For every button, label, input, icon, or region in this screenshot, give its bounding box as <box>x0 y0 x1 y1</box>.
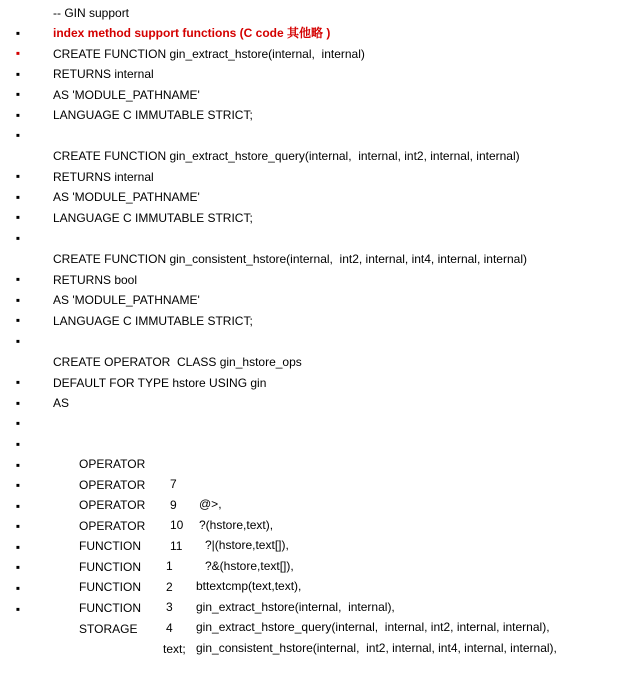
row-definition: @>, <box>199 497 222 511</box>
row-kind: OPERATOR <box>79 478 146 492</box>
bullet-icon: ▪ <box>15 210 21 224</box>
code-line: DEFAULT FOR TYPE hstore USING gin <box>53 376 267 390</box>
row-number: 1 <box>166 559 173 573</box>
bullet-icon: ▪ <box>15 190 21 204</box>
row-definition: gin_extract_hstore_query(internal, internal, int2, internal, internal), <box>196 620 550 634</box>
bullet-icon: ▪ <box>15 231 21 245</box>
row-number: 4 <box>166 621 173 635</box>
row-definition: ?&(hstore,text[]), <box>205 559 294 573</box>
text-line <box>0 311 621 348</box>
row-kind: STORAGE <box>79 622 138 636</box>
row-number: 10 <box>170 518 184 532</box>
code-line: AS <box>53 396 70 410</box>
code-line: CREATE OPERATOR CLASS gin_hstore_ops <box>53 355 302 369</box>
code-line: AS 'MODULE_PATHNAME' <box>53 190 200 204</box>
code-line: CREATE FUNCTION gin_extract_hstore(internal, internal) <box>53 47 365 61</box>
row-number: 3 <box>166 600 173 614</box>
row-kind: FUNCTION <box>79 560 141 574</box>
row-definition: bttextcmp(text,text), <box>196 579 302 593</box>
bullet-icon: ▪ <box>15 272 21 286</box>
code-line: LANGUAGE C IMMUTABLE STRICT; <box>53 314 253 328</box>
bullet-icon: ▪ <box>15 416 21 430</box>
row-number: 11 <box>170 539 183 553</box>
bullet-icon: ▪ <box>15 67 21 81</box>
row-definition: text; <box>163 642 186 656</box>
code-line: RETURNS internal <box>53 170 154 184</box>
row-number: 7 <box>170 477 177 491</box>
code-line: LANGUAGE C IMMUTABLE STRICT; <box>53 211 253 225</box>
section-heading: index method support functions (C code 其他略 ) <box>53 26 331 40</box>
row-kind: FUNCTION <box>79 539 141 553</box>
row-kind: OPERATOR <box>79 498 146 512</box>
bullet-icon: ▪ <box>15 560 21 574</box>
bullet-icon: ▪ <box>15 169 21 183</box>
row-definition: gin_consistent_hstore(internal, int2, internal, int4, internal, internal), <box>196 641 557 655</box>
operator-row <box>0 414 621 511</box>
bullet-icon: ▪ <box>15 499 21 513</box>
text-line <box>0 105 621 142</box>
bullet-icon: ▪ <box>15 396 21 410</box>
bullet-icon: ▪ <box>15 581 21 595</box>
bullet-icon: ▪ <box>15 334 21 348</box>
text-line <box>0 208 621 245</box>
bullet-icon: ▪ <box>15 458 21 472</box>
code-line: RETURNS internal <box>53 67 154 81</box>
bullet-icon: ▪ <box>15 478 21 492</box>
row-definition: ?|(hstore,text[]), <box>205 538 289 552</box>
comment-line: -- GIN support <box>53 6 130 20</box>
bullet-icon: ▪ <box>15 375 21 389</box>
bullet-icon: ▪ <box>15 87 21 101</box>
row-definition: gin_extract_hstore(internal, internal), <box>196 600 395 614</box>
bullet-icon: ▪ <box>15 108 21 122</box>
bullet-icon: ▪ <box>15 293 21 307</box>
bullet-icon: ▪ <box>15 602 21 616</box>
bullet-icon: ▪ <box>15 313 21 327</box>
bullet-icon: ▪ <box>15 26 21 40</box>
text-line <box>0 393 621 430</box>
code-line: LANGUAGE C IMMUTABLE STRICT; <box>53 108 253 122</box>
code-line: CREATE FUNCTION gin_extract_hstore_query(internal, internal, int2, internal, internal) <box>53 149 520 163</box>
row-kind: FUNCTION <box>79 580 141 594</box>
bullet-icon: ▪ <box>15 437 21 451</box>
row-kind: OPERATOR <box>79 457 146 471</box>
code-line: AS 'MODULE_PATHNAME' <box>53 293 200 307</box>
bullet-icon: ▪ <box>15 540 21 554</box>
row-definition: ?(hstore,text), <box>199 518 274 532</box>
row-kind: OPERATOR <box>79 519 146 533</box>
row-number: 2 <box>166 580 173 594</box>
code-line: AS 'MODULE_PATHNAME' <box>53 88 200 102</box>
bullet-icon: ▪ <box>15 128 21 142</box>
bullet-icon: ▪ <box>15 519 21 533</box>
bullet-icon: ▪ <box>15 46 21 60</box>
row-number: 9 <box>170 498 177 512</box>
code-line: RETURNS bool <box>53 273 138 287</box>
code-line: CREATE FUNCTION gin_consistent_hstore(internal, int2, internal, int4, internal, internal) <box>53 252 527 266</box>
row-kind: FUNCTION <box>79 601 141 615</box>
